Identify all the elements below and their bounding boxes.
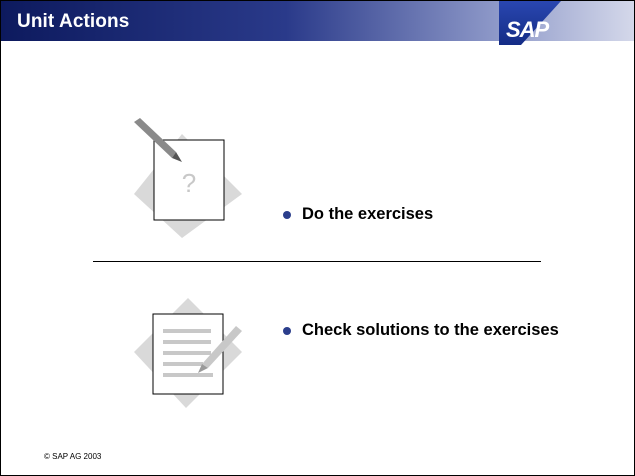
bullet-text: Check solutions to the exercises [302,321,559,339]
bullet-dot [283,211,291,219]
bullet-text: Do the exercises [302,205,434,223]
section-divider [93,261,541,262]
page-title: Unit Actions [17,11,130,32]
copyright-notice: © SAP AG 2003 [44,452,102,461]
slide-header [1,1,634,45]
sap-logo: SAP [506,17,549,42]
solution-sheet-pencil-icon [130,296,250,419]
bullet-do-exercises [283,205,433,224]
exercise-sheet-question-icon [130,116,250,245]
bullet-check-solutions [283,321,559,340]
bullet-dot [283,327,291,335]
question-mark-glyph: ? [181,168,197,198]
